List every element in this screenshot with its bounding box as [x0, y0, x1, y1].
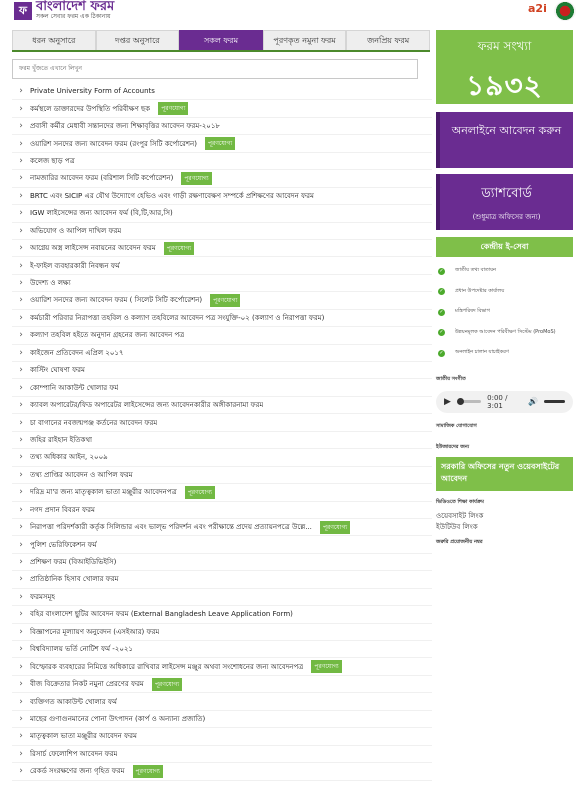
form-list-item[interactable]: [12, 135, 432, 152]
anthem-heading: জাতীয় সংগীত: [436, 375, 466, 382]
fillable-badge[interactable]: পূরণযোগ্য: [311, 660, 341, 673]
services-list: [436, 261, 573, 364]
form-link[interactable]: রিসার্চ ফেলোশিপ আবেদন ফরম: [30, 749, 118, 758]
form-list-item[interactable]: [12, 693, 432, 710]
fillable-badge[interactable]: পূরণযোগ্য: [152, 678, 182, 691]
check-icon: ✓: [439, 329, 444, 336]
chevron-right-icon: ›: [19, 504, 23, 515]
fillable-badge[interactable]: পূরণযোগ্য: [181, 172, 211, 185]
form-list-item[interactable]: [12, 205, 432, 222]
chevron-right-icon: ›: [19, 557, 23, 568]
chevron-right-icon: ›: [19, 278, 23, 289]
form-list-item[interactable]: [12, 536, 432, 553]
form-list-item[interactable]: [12, 711, 432, 728]
chevron-right-icon: ›: [19, 679, 23, 690]
form-count-box: [436, 30, 573, 104]
fillable-badge[interactable]: পূরণযোগ্য: [133, 765, 163, 778]
new-website-promo[interactable]: সরকারি অফিসের নতুন ওয়েবসাইটের আবেদন: [436, 457, 573, 491]
form-list-item[interactable]: [12, 658, 432, 675]
form-link[interactable]: ওয়ারিশ সনদের জন্য আবেদন ফরম (রংপুর সিটি কর্পোরেশন): [30, 139, 197, 148]
form-list-item[interactable]: [12, 589, 432, 606]
website-link[interactable]: ওয়েবসাইট লিংক: [436, 511, 484, 520]
chevron-right-icon: ›: [19, 86, 23, 97]
tab-popular[interactable]: জনপ্রিয় ফরম: [346, 30, 430, 50]
fillable-badge[interactable]: পূরণযোগ্য: [210, 294, 240, 307]
form-link[interactable]: নিরাপত্তা পরিদর্শকারী কর্তৃক সিলিন্ডার এবং ভাল্ভ পরিদর্শন এবং পরীক্ষান্তে প্রদেয় প্রত্যায়নপত্রে উল্লে...: [30, 523, 312, 532]
form-list-item[interactable]: [12, 746, 432, 763]
social-heading: সামাজিক যোগাযোগ: [436, 422, 477, 429]
audio-time: 0:00 / 3:01: [487, 393, 508, 410]
form-list-item[interactable]: [12, 519, 432, 536]
chevron-right-icon: ›: [19, 312, 23, 323]
form-list-item[interactable]: [12, 502, 432, 519]
form-list-item[interactable]: [12, 257, 432, 274]
form-link[interactable]: ব্যক্তিগত আকাউন্ট খোলার ফর্ম: [30, 697, 117, 706]
form-link[interactable]: কোম্পানি আকাউন্ট খোলার ফর্ম: [30, 383, 119, 392]
apply-online-button[interactable]: অনলাইনে আবেদন করুন: [436, 112, 573, 168]
form-list-item[interactable]: [12, 153, 432, 170]
chevron-right-icon: ›: [19, 138, 23, 149]
chevron-right-icon: ›: [19, 400, 23, 411]
chevron-right-icon: ›: [19, 452, 23, 463]
form-filter-tabs: [12, 30, 430, 52]
tab-by-type[interactable]: ধরন অনুসারে: [12, 30, 96, 50]
fillable-badge[interactable]: পূরণযোগ্য: [164, 242, 194, 255]
form-link[interactable]: কাইজেন প্রতিবেদন এপ্রিল ২০১৭: [30, 348, 124, 357]
form-link[interactable]: বীজ বিক্রেতার নিকট নমুনা প্রেরণের ফরম: [30, 680, 144, 689]
form-link[interactable]: বিশ্ববিদ্যালয় ভর্তি নোটিশ ফর্ম -২০২১: [30, 645, 133, 654]
chevron-right-icon: ›: [19, 644, 23, 655]
check-icon: ✓: [439, 267, 444, 274]
form-link[interactable]: নামজারির আবেদন ফরম (বরিশাল সিটি কর্পোরেশন): [30, 174, 174, 183]
chevron-right-icon: ›: [19, 434, 23, 445]
chevron-right-icon: ›: [19, 225, 23, 236]
chevron-right-icon: ›: [19, 347, 23, 358]
chevron-right-icon: ›: [19, 766, 23, 777]
government-emblem-icon: [554, 1, 576, 21]
dashboard-button[interactable]: [436, 174, 573, 230]
fillable-badge[interactable]: পূরণযোগ্য: [158, 102, 188, 115]
site-header: [0, 0, 584, 24]
form-list-item[interactable]: [12, 170, 432, 187]
audio-seek-bar[interactable]: [457, 400, 481, 403]
form-list: [12, 83, 432, 781]
chevron-right-icon: ›: [19, 260, 23, 271]
tab-by-office[interactable]: দপ্তর অনুসারে: [96, 30, 180, 50]
form-link[interactable]: BRTC এবং SICIP এর যৌথ উদ্যোগে হেভিও এবং গাড়ী রক্ষণাবেক্ষণ সম্পর্কে প্রশিক্ষণের আবেদন ফরম: [30, 191, 314, 200]
check-icon: ✓: [439, 308, 444, 315]
form-list-item[interactable]: [12, 292, 432, 309]
form-list-item[interactable]: [12, 432, 432, 449]
fillable-badge[interactable]: পূরণযোগ্য: [320, 521, 350, 534]
service-link[interactable]: ✓ প্রধান উপদেষ্টার কার্যালয়: [439, 287, 505, 295]
chevron-right-icon: ›: [19, 748, 23, 759]
form-link[interactable]: প্রশিক্ষণ ফরম (বিআইডিভিইসি): [30, 558, 117, 567]
youtube-link[interactable]: ইউটিউব লিংক: [436, 522, 478, 531]
form-link[interactable]: পুলিশ ভেরিফিকেশন ফর্ম: [30, 540, 97, 549]
brand-subtitle: সকল সেবার ফরম এক ঠিকানায়: [36, 13, 111, 20]
chevron-right-icon: ›: [19, 731, 23, 742]
form-count-value: ১৯৩২: [466, 69, 543, 102]
form-list-item[interactable]: [12, 571, 432, 588]
form-list-item[interactable]: [12, 118, 432, 135]
form-link[interactable]: জহির রাইহান ইতিকথা: [30, 435, 93, 444]
check-icon: ✓: [439, 288, 444, 295]
form-link[interactable]: প্রাতিষ্ঠানিক হিসাব খোলার ফরম: [30, 575, 119, 584]
form-link[interactable]: ই-ফাইল ব্যবহারকারী নিবন্ধন ফর্ম: [30, 261, 120, 270]
form-list-item[interactable]: [12, 449, 432, 466]
form-link[interactable]: তথ্য অধিকার আইন, ২০০৯: [30, 453, 108, 462]
form-list-item[interactable]: [12, 327, 432, 344]
chevron-right-icon: ›: [19, 190, 23, 201]
service-link[interactable]: ✓ জাতীয় তথ্য বাতায়ন: [439, 267, 497, 274]
form-link[interactable]: ওয়ারিশ সনদের জন্য আবেদন ফরম ( সিলেট সিটি কর্পোরেশন): [30, 296, 203, 305]
form-link[interactable]: উদেশ্য ও লক্ষ্য: [30, 279, 71, 288]
form-list-item[interactable]: [12, 275, 432, 292]
tab-filled-samples[interactable]: পূরণকৃত নমুনা ফরম: [263, 30, 347, 50]
chevron-right-icon: ›: [19, 487, 23, 498]
chevron-right-icon: ›: [19, 243, 23, 254]
training-heading: ভিডিওতে শিক্ষা কার্যক্রম: [436, 498, 484, 505]
form-link[interactable]: তথ্য প্রাপ্তির আবেদন ও আপিল ফরম: [30, 470, 133, 479]
chevron-right-icon: ›: [19, 661, 23, 672]
form-list-item[interactable]: [12, 188, 432, 205]
audio-seek-knob[interactable]: [457, 398, 464, 405]
volume-icon[interactable]: 🔊: [528, 397, 539, 406]
form-list-item[interactable]: [12, 240, 432, 257]
central-services-heading: কেন্দ্রীয় ই-সেবা: [436, 237, 573, 257]
form-list-item[interactable]: [12, 223, 432, 240]
chevron-right-icon: ›: [19, 121, 23, 132]
right-sidebar: [436, 30, 573, 547]
form-list-item[interactable]: [12, 100, 432, 117]
chevron-right-icon: ›: [19, 208, 23, 219]
form-list-item[interactable]: [12, 362, 432, 379]
tab-all-forms[interactable]: সকল ফরম: [179, 30, 263, 50]
a2i-logo[interactable]: a2i: [528, 2, 547, 15]
form-link[interactable]: বিজ্ঞাপনের মূল্যায়ণ অনুবেদন (এসইআর) ফরম: [30, 627, 160, 636]
chevron-right-icon: ›: [19, 539, 23, 550]
chevron-right-icon: ›: [19, 696, 23, 707]
chevron-right-icon: ›: [19, 173, 23, 184]
service-link[interactable]: ✓ অনলাইন চালান যাচাইকরণ: [439, 349, 509, 356]
form-link[interactable]: চা বাগানের নবজন্মপঞ্জ কর্তনের আবেদন ফরম: [30, 418, 158, 427]
search-input[interactable]: ফরম খুঁজতে এখানে লিখুন: [12, 59, 418, 79]
form-list-item[interactable]: [12, 624, 432, 641]
form-link[interactable]: Private University Form of Accounts: [30, 87, 155, 96]
form-link[interactable]: কর্মস্থলে ডাক্তারদের উপস্থিতি পরিবীক্ষণ ছক: [30, 104, 151, 113]
form-count-label: ফরম সংখ্যা: [477, 39, 532, 53]
form-list-item[interactable]: [12, 397, 432, 414]
form-link[interactable]: বহির বাংলাদেশ ছুটির আবেদন ফরম (External Bangladesh Leave Application Form): [30, 610, 293, 619]
form-link[interactable]: কলেজ ছাড় পত্র: [30, 156, 75, 165]
service-link[interactable]: ✓ মন্ত্রিপরিষদ বিভাগ: [439, 308, 490, 315]
brand-title: বাংলাদেশ ফরম: [36, 0, 115, 14]
form-link[interactable]: আগ্নেয় অস্ত্র লাইসেন্স নবায়নের আবেদন ফরম: [30, 244, 156, 253]
form-list-item[interactable]: [12, 83, 432, 100]
play-icon[interactable]: ▶: [444, 396, 451, 407]
form-link[interactable]: কল্যাণ তহবিল হইতে অনুদান গ্রহনের জন্য আবেদন পত্র: [30, 331, 185, 340]
chevron-right-icon: ›: [19, 295, 23, 306]
volume-slider[interactable]: [544, 400, 565, 403]
chevron-right-icon: ›: [19, 103, 23, 114]
site-logo[interactable]: ফ: [14, 2, 32, 20]
chevron-right-icon: ›: [19, 574, 23, 585]
form-list-item[interactable]: [12, 554, 432, 571]
form-list-item[interactable]: [12, 414, 432, 431]
form-link[interactable]: মাতৃত্বকাল ভাতা মঞ্জুরীর আবেদন ফরম: [30, 732, 137, 741]
form-list-item[interactable]: [12, 484, 432, 501]
form-link[interactable]: দরিদ্র মা'র জন্য মাতৃত্বকাল ভাতা মঞ্জুরীর আবেদনপত্র: [30, 488, 177, 497]
chevron-right-icon: ›: [19, 155, 23, 166]
fillable-badge[interactable]: পূরণযোগ্য: [205, 137, 235, 150]
form-link[interactable]: প্রবাসী কর্মীর মেধাবী সন্তানদের জন্য শিক্ষাবৃত্তির আবেদন ফরম-২০১৮: [30, 122, 220, 131]
fillable-badge[interactable]: পূরণযোগ্য: [185, 486, 215, 499]
form-list-item[interactable]: [12, 606, 432, 623]
form-link[interactable]: ক্যাবল অপারেটর/ফিড অপারেটর লাইসেন্সের জন্য আবেদনকারীর অঙ্গীকারনামা ফরম: [30, 401, 264, 410]
check-icon: ✓: [439, 349, 444, 356]
form-link[interactable]: কর্মচারী পরিবার নিরাপত্তা তহবিল ও কল্যাণ তহবিলের আবেদন পত্র সংযুক্তি-০২ (কল্যাণ ও নিরাপত্তা ফরম): [30, 313, 325, 322]
form-link[interactable]: IGW লাইসেন্সের জন্য আবেদন ফর্ম (বি,টি,আর,সি): [30, 209, 173, 218]
chevron-right-icon: ›: [19, 417, 23, 428]
form-list-item[interactable]: [12, 310, 432, 327]
chevron-right-icon: ›: [19, 330, 23, 341]
form-list-item[interactable]: [12, 345, 432, 362]
form-link[interactable]: মাছের গুণাগুনমানের পোনা উৎপাদন (কার্প ও অন্যান্য প্রজাতি): [30, 714, 206, 723]
chevron-right-icon: ›: [19, 591, 23, 602]
form-list-item[interactable]: [12, 676, 432, 693]
chevron-right-icon: ›: [19, 469, 23, 480]
anthem-audio-player: [436, 391, 573, 413]
form-list-item[interactable]: [12, 763, 432, 780]
chevron-right-icon: ›: [19, 522, 23, 533]
form-list-item[interactable]: [12, 379, 432, 396]
form-link[interactable]: কাস্টিং ঘোষণা ফরম: [30, 366, 85, 375]
form-link[interactable]: ফরমসমূহ: [30, 592, 56, 601]
chevron-right-icon: ›: [19, 609, 23, 620]
form-list-item[interactable]: [12, 467, 432, 484]
form-link[interactable]: অভিযোগ ও আপিল দাখিল ফরম: [30, 226, 122, 235]
chevron-right-icon: ›: [19, 365, 23, 376]
form-list-item[interactable]: [12, 641, 432, 658]
dashboard-label: ড্যাশবোর্ড: [481, 186, 532, 201]
chevron-right-icon: ›: [19, 713, 23, 724]
brand[interactable]: [36, 0, 114, 21]
form-link[interactable]: রেকর্ড সংরক্ষণের জন্য গৃহিত ফরম: [30, 767, 125, 776]
dashboard-sublabel: (শুধুমাত্র অফিসের জন্য): [472, 213, 541, 221]
user-guide-heading: ইউজারদের জন্য: [436, 443, 470, 450]
emergency-heading: জরুরি প্রয়োজনীয় নম্বর: [436, 538, 483, 545]
service-link[interactable]: ✓ উন্নয়নমূলক আবেদন পরিবীক্ষণ সিস্টেম (ProMoS): [439, 328, 556, 336]
form-list-item[interactable]: [12, 728, 432, 745]
chevron-right-icon: ›: [19, 626, 23, 637]
form-link[interactable]: নগদ প্রদান বিবরন ফরম: [30, 505, 95, 514]
form-link[interactable]: বিস্ফোরক ব্যবহারের নিমিত্তে অধিকারে রাখিবার লাইসেন্স মঞ্জুর অথবা সংশোধনের জন্য আবেদনপত্র: [30, 662, 304, 671]
chevron-right-icon: ›: [19, 382, 23, 393]
